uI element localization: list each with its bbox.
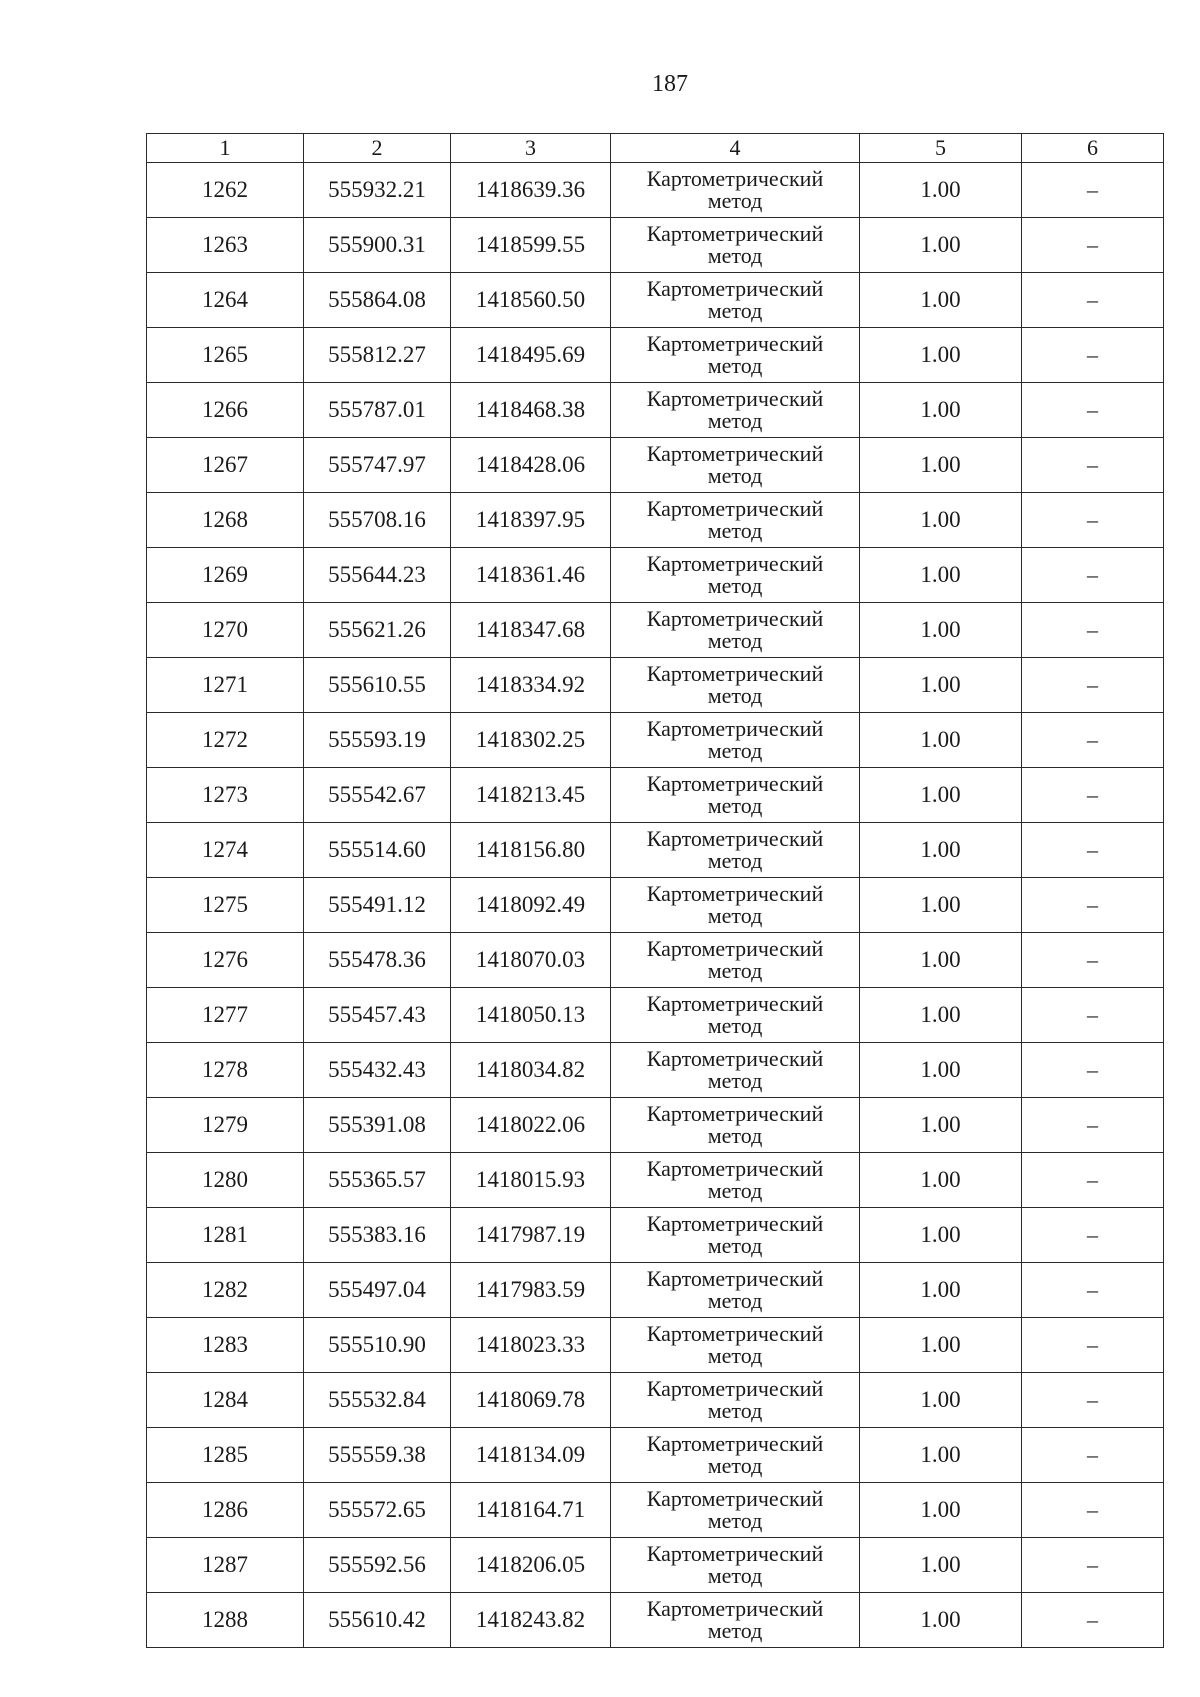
method-line-2: метод [707,1563,763,1588]
description-cell: – [1022,603,1164,658]
description-cell: – [1022,163,1164,218]
y-coordinate-cell: 1418560.50 [451,273,611,328]
table-row [147,823,1164,878]
point-number-cell: 1280 [147,1153,304,1208]
method-line-1: Картометрический [646,991,824,1016]
accuracy-cell: 1.00 [860,933,1022,988]
point-number-cell: 1269 [147,548,304,603]
column-header: 1 [147,134,304,163]
table-row [147,658,1164,713]
method-line-1: Картометрический [646,661,824,686]
y-coordinate-cell: 1418034.82 [451,1043,611,1098]
method-line-2: метод [707,1233,763,1258]
method-line-1: Картометрический [646,1101,824,1126]
x-coordinate-cell: 555383.16 [304,1208,451,1263]
point-number-cell: 1263 [147,218,304,273]
table-row [147,163,1164,218]
point-number-cell: 1285 [147,1428,304,1483]
x-coordinate-cell: 555932.21 [304,163,451,218]
accuracy-cell: 1.00 [860,1483,1022,1538]
table-row [147,273,1164,328]
point-number-cell: 1262 [147,163,304,218]
method-cell [611,1153,860,1208]
method-line-2: метод [707,573,763,598]
accuracy-cell: 1.00 [860,1593,1022,1648]
y-coordinate-cell: 1418347.68 [451,603,611,658]
point-number-cell: 1284 [147,1373,304,1428]
method-line-2: метод [707,1398,763,1423]
description-cell: – [1022,1098,1164,1153]
method-line-2: метод [707,958,763,983]
column-header: 5 [860,134,1022,163]
method-cell [611,273,860,328]
point-number-cell: 1265 [147,328,304,383]
method-cell [611,878,860,933]
table-row [147,218,1164,273]
point-number-cell: 1282 [147,1263,304,1318]
description-cell: – [1022,1263,1164,1318]
y-coordinate-cell: 1418164.71 [451,1483,611,1538]
method-cell [611,1373,860,1428]
description-cell: – [1022,988,1164,1043]
y-coordinate-cell: 1418069.78 [451,1373,611,1428]
x-coordinate-cell: 555864.08 [304,273,451,328]
method-line-2: метод [707,1618,763,1643]
method-line-1: Картометрический [646,716,824,741]
method-line-1: Картометрический [646,496,824,521]
method-line-1: Картометрический [646,331,824,356]
description-cell: – [1022,823,1164,878]
description-cell: – [1022,1043,1164,1098]
accuracy-cell: 1.00 [860,878,1022,933]
y-coordinate-cell: 1417983.59 [451,1263,611,1318]
x-coordinate-cell: 555391.08 [304,1098,451,1153]
y-coordinate-cell: 1418639.36 [451,163,611,218]
method-line-1: Картометрический [646,1486,824,1511]
accuracy-cell: 1.00 [860,1043,1022,1098]
y-coordinate-cell: 1418495.69 [451,328,611,383]
method-line-2: метод [707,628,763,653]
accuracy-cell: 1.00 [860,1153,1022,1208]
x-coordinate-cell: 555542.67 [304,768,451,823]
x-coordinate-cell: 555787.01 [304,383,451,438]
method-line-1: Картометрический [646,1431,824,1456]
accuracy-cell: 1.00 [860,988,1022,1043]
table-row [147,1373,1164,1428]
point-number-cell: 1283 [147,1318,304,1373]
column-header: 2 [304,134,451,163]
method-line-2: метод [707,353,763,378]
accuracy-cell: 1.00 [860,1098,1022,1153]
y-coordinate-cell: 1418213.45 [451,768,611,823]
method-cell [611,493,860,548]
y-coordinate-cell: 1418428.06 [451,438,611,493]
method-line-2: метод [707,1178,763,1203]
accuracy-cell: 1.00 [860,1428,1022,1483]
method-cell [611,1263,860,1318]
method-line-2: метод [707,243,763,268]
y-coordinate-cell: 1418156.80 [451,823,611,878]
table-row [147,1538,1164,1593]
method-cell [611,328,860,383]
accuracy-cell: 1.00 [860,658,1022,713]
description-cell: – [1022,1593,1164,1648]
x-coordinate-cell: 555478.36 [304,933,451,988]
description-cell: – [1022,1373,1164,1428]
description-cell: – [1022,1483,1164,1538]
method-line-2: метод [707,518,763,543]
y-coordinate-cell: 1418468.38 [451,383,611,438]
x-coordinate-cell: 555610.55 [304,658,451,713]
method-line-2: метод [707,848,763,873]
table-row [147,1593,1164,1648]
method-cell [611,1208,860,1263]
method-line-2: метод [707,1068,763,1093]
method-cell [611,438,860,493]
x-coordinate-cell: 555572.65 [304,1483,451,1538]
point-number-cell: 1281 [147,1208,304,1263]
point-number-cell: 1270 [147,603,304,658]
point-number-cell: 1272 [147,713,304,768]
point-number-cell: 1273 [147,768,304,823]
accuracy-cell: 1.00 [860,163,1022,218]
method-cell [611,1593,860,1648]
coordinates-table [146,133,1164,1648]
table-row [147,1043,1164,1098]
table-row [147,1208,1164,1263]
point-number-cell: 1267 [147,438,304,493]
point-number-cell: 1286 [147,1483,304,1538]
method-cell [611,933,860,988]
method-line-1: Картометрический [646,1211,824,1236]
description-cell: – [1022,438,1164,493]
method-line-2: метод [707,1288,763,1313]
column-header: 4 [611,134,860,163]
method-cell [611,383,860,438]
y-coordinate-cell: 1417987.19 [451,1208,611,1263]
x-coordinate-cell: 555510.90 [304,1318,451,1373]
description-cell: – [1022,768,1164,823]
table-row [147,933,1164,988]
method-line-2: метод [707,1508,763,1533]
method-line-1: Картометрический [646,826,824,851]
table-row [147,1098,1164,1153]
table-row [147,548,1164,603]
method-cell [611,603,860,658]
x-coordinate-cell: 555514.60 [304,823,451,878]
x-coordinate-cell: 555708.16 [304,493,451,548]
y-coordinate-cell: 1418334.92 [451,658,611,713]
accuracy-cell: 1.00 [860,1538,1022,1593]
method-line-1: Картометрический [646,881,824,906]
table-row [147,1153,1164,1208]
point-number-cell: 1276 [147,933,304,988]
method-line-2: метод [707,738,763,763]
accuracy-cell: 1.00 [860,1263,1022,1318]
method-line-2: метод [707,793,763,818]
method-line-1: Картометрический [646,1156,824,1181]
accuracy-cell: 1.00 [860,493,1022,548]
method-cell [611,163,860,218]
method-cell [611,1043,860,1098]
accuracy-cell: 1.00 [860,383,1022,438]
y-coordinate-cell: 1418022.06 [451,1098,611,1153]
point-number-cell: 1268 [147,493,304,548]
point-number-cell: 1264 [147,273,304,328]
table-row [147,383,1164,438]
y-coordinate-cell: 1418206.05 [451,1538,611,1593]
y-coordinate-cell: 1418397.95 [451,493,611,548]
accuracy-cell: 1.00 [860,218,1022,273]
table-row [147,1318,1164,1373]
method-line-1: Картометрический [646,1046,824,1071]
accuracy-cell: 1.00 [860,823,1022,878]
description-cell: – [1022,383,1164,438]
header-row [147,134,1164,163]
method-line-2: метод [707,1453,763,1478]
description-cell: – [1022,328,1164,383]
table-row [147,1428,1164,1483]
x-coordinate-cell: 555559.38 [304,1428,451,1483]
description-cell: – [1022,1428,1164,1483]
method-line-1: Картометрический [646,276,824,301]
column-header: 6 [1022,134,1164,163]
y-coordinate-cell: 1418092.49 [451,878,611,933]
point-number-cell: 1277 [147,988,304,1043]
description-cell: – [1022,713,1164,768]
description-cell: – [1022,218,1164,273]
description-cell: – [1022,658,1164,713]
method-line-1: Картометрический [646,1376,824,1401]
y-coordinate-cell: 1418070.03 [451,933,611,988]
accuracy-cell: 1.00 [860,768,1022,823]
table-row [147,438,1164,493]
method-line-1: Картометрический [646,1321,824,1346]
method-cell [611,713,860,768]
x-coordinate-cell: 555365.57 [304,1153,451,1208]
table-row [147,328,1164,383]
point-number-cell: 1266 [147,383,304,438]
x-coordinate-cell: 555812.27 [304,328,451,383]
method-line-2: метод [707,1013,763,1038]
accuracy-cell: 1.00 [860,713,1022,768]
accuracy-cell: 1.00 [860,603,1022,658]
table-row [147,768,1164,823]
table-row [147,878,1164,933]
method-line-1: Картометрический [646,166,824,191]
description-cell: – [1022,273,1164,328]
method-line-1: Картометрический [646,606,824,631]
table-row [147,603,1164,658]
accuracy-cell: 1.00 [860,1208,1022,1263]
point-number-cell: 1279 [147,1098,304,1153]
method-cell [611,1428,860,1483]
method-line-1: Картометрический [646,1541,824,1566]
x-coordinate-cell: 555644.23 [304,548,451,603]
method-line-1: Картометрический [646,1596,824,1621]
y-coordinate-cell: 1418050.13 [451,988,611,1043]
accuracy-cell: 1.00 [860,328,1022,383]
accuracy-cell: 1.00 [860,438,1022,493]
point-number-cell: 1278 [147,1043,304,1098]
table-row [147,1263,1164,1318]
method-cell [611,658,860,713]
method-cell [611,548,860,603]
method-line-1: Картометрический [646,221,824,246]
x-coordinate-cell: 555457.43 [304,988,451,1043]
description-cell: – [1022,548,1164,603]
column-header: 3 [451,134,611,163]
description-cell: – [1022,493,1164,548]
x-coordinate-cell: 555610.42 [304,1593,451,1648]
table-row [147,1483,1164,1538]
point-number-cell: 1274 [147,823,304,878]
description-cell: – [1022,1153,1164,1208]
method-line-1: Картометрический [646,441,824,466]
method-line-1: Картометрический [646,551,824,576]
x-coordinate-cell: 555593.19 [304,713,451,768]
method-cell [611,823,860,878]
x-coordinate-cell: 555532.84 [304,1373,451,1428]
description-cell: – [1022,878,1164,933]
method-cell [611,1538,860,1593]
table-row [147,713,1164,768]
description-cell: – [1022,1318,1164,1373]
point-number-cell: 1271 [147,658,304,713]
y-coordinate-cell: 1418243.82 [451,1593,611,1648]
table-row [147,988,1164,1043]
method-cell [611,1098,860,1153]
method-line-1: Картометрический [646,1266,824,1291]
y-coordinate-cell: 1418599.55 [451,218,611,273]
x-coordinate-cell: 555900.31 [304,218,451,273]
method-line-2: метод [707,408,763,433]
method-line-2: метод [707,1123,763,1148]
method-line-1: Картометрический [646,771,824,796]
accuracy-cell: 1.00 [860,1318,1022,1373]
description-cell: – [1022,1538,1164,1593]
y-coordinate-cell: 1418015.93 [451,1153,611,1208]
x-coordinate-cell: 555432.43 [304,1043,451,1098]
point-number-cell: 1275 [147,878,304,933]
description-cell: – [1022,1208,1164,1263]
x-coordinate-cell: 555592.56 [304,1538,451,1593]
accuracy-cell: 1.00 [860,1373,1022,1428]
table-row [147,493,1164,548]
table-body [147,163,1164,1648]
x-coordinate-cell: 555491.12 [304,878,451,933]
method-cell [611,1318,860,1373]
method-cell [611,218,860,273]
method-line-2: метод [707,1343,763,1368]
accuracy-cell: 1.00 [860,548,1022,603]
page-number: 187 [652,71,688,97]
point-number-cell: 1288 [147,1593,304,1648]
y-coordinate-cell: 1418302.25 [451,713,611,768]
x-coordinate-cell: 555747.97 [304,438,451,493]
x-coordinate-cell: 555621.26 [304,603,451,658]
method-cell [611,1483,860,1538]
y-coordinate-cell: 1418361.46 [451,548,611,603]
method-line-2: метод [707,188,763,213]
y-coordinate-cell: 1418023.33 [451,1318,611,1373]
method-line-1: Картометрический [646,936,824,961]
method-line-2: метод [707,903,763,928]
method-line-2: метод [707,298,763,323]
accuracy-cell: 1.00 [860,273,1022,328]
y-coordinate-cell: 1418134.09 [451,1428,611,1483]
method-cell [611,768,860,823]
method-line-2: метод [707,683,763,708]
method-line-2: метод [707,463,763,488]
method-line-1: Картометрический [646,386,824,411]
x-coordinate-cell: 555497.04 [304,1263,451,1318]
point-number-cell: 1287 [147,1538,304,1593]
method-cell [611,988,860,1043]
description-cell: – [1022,933,1164,988]
